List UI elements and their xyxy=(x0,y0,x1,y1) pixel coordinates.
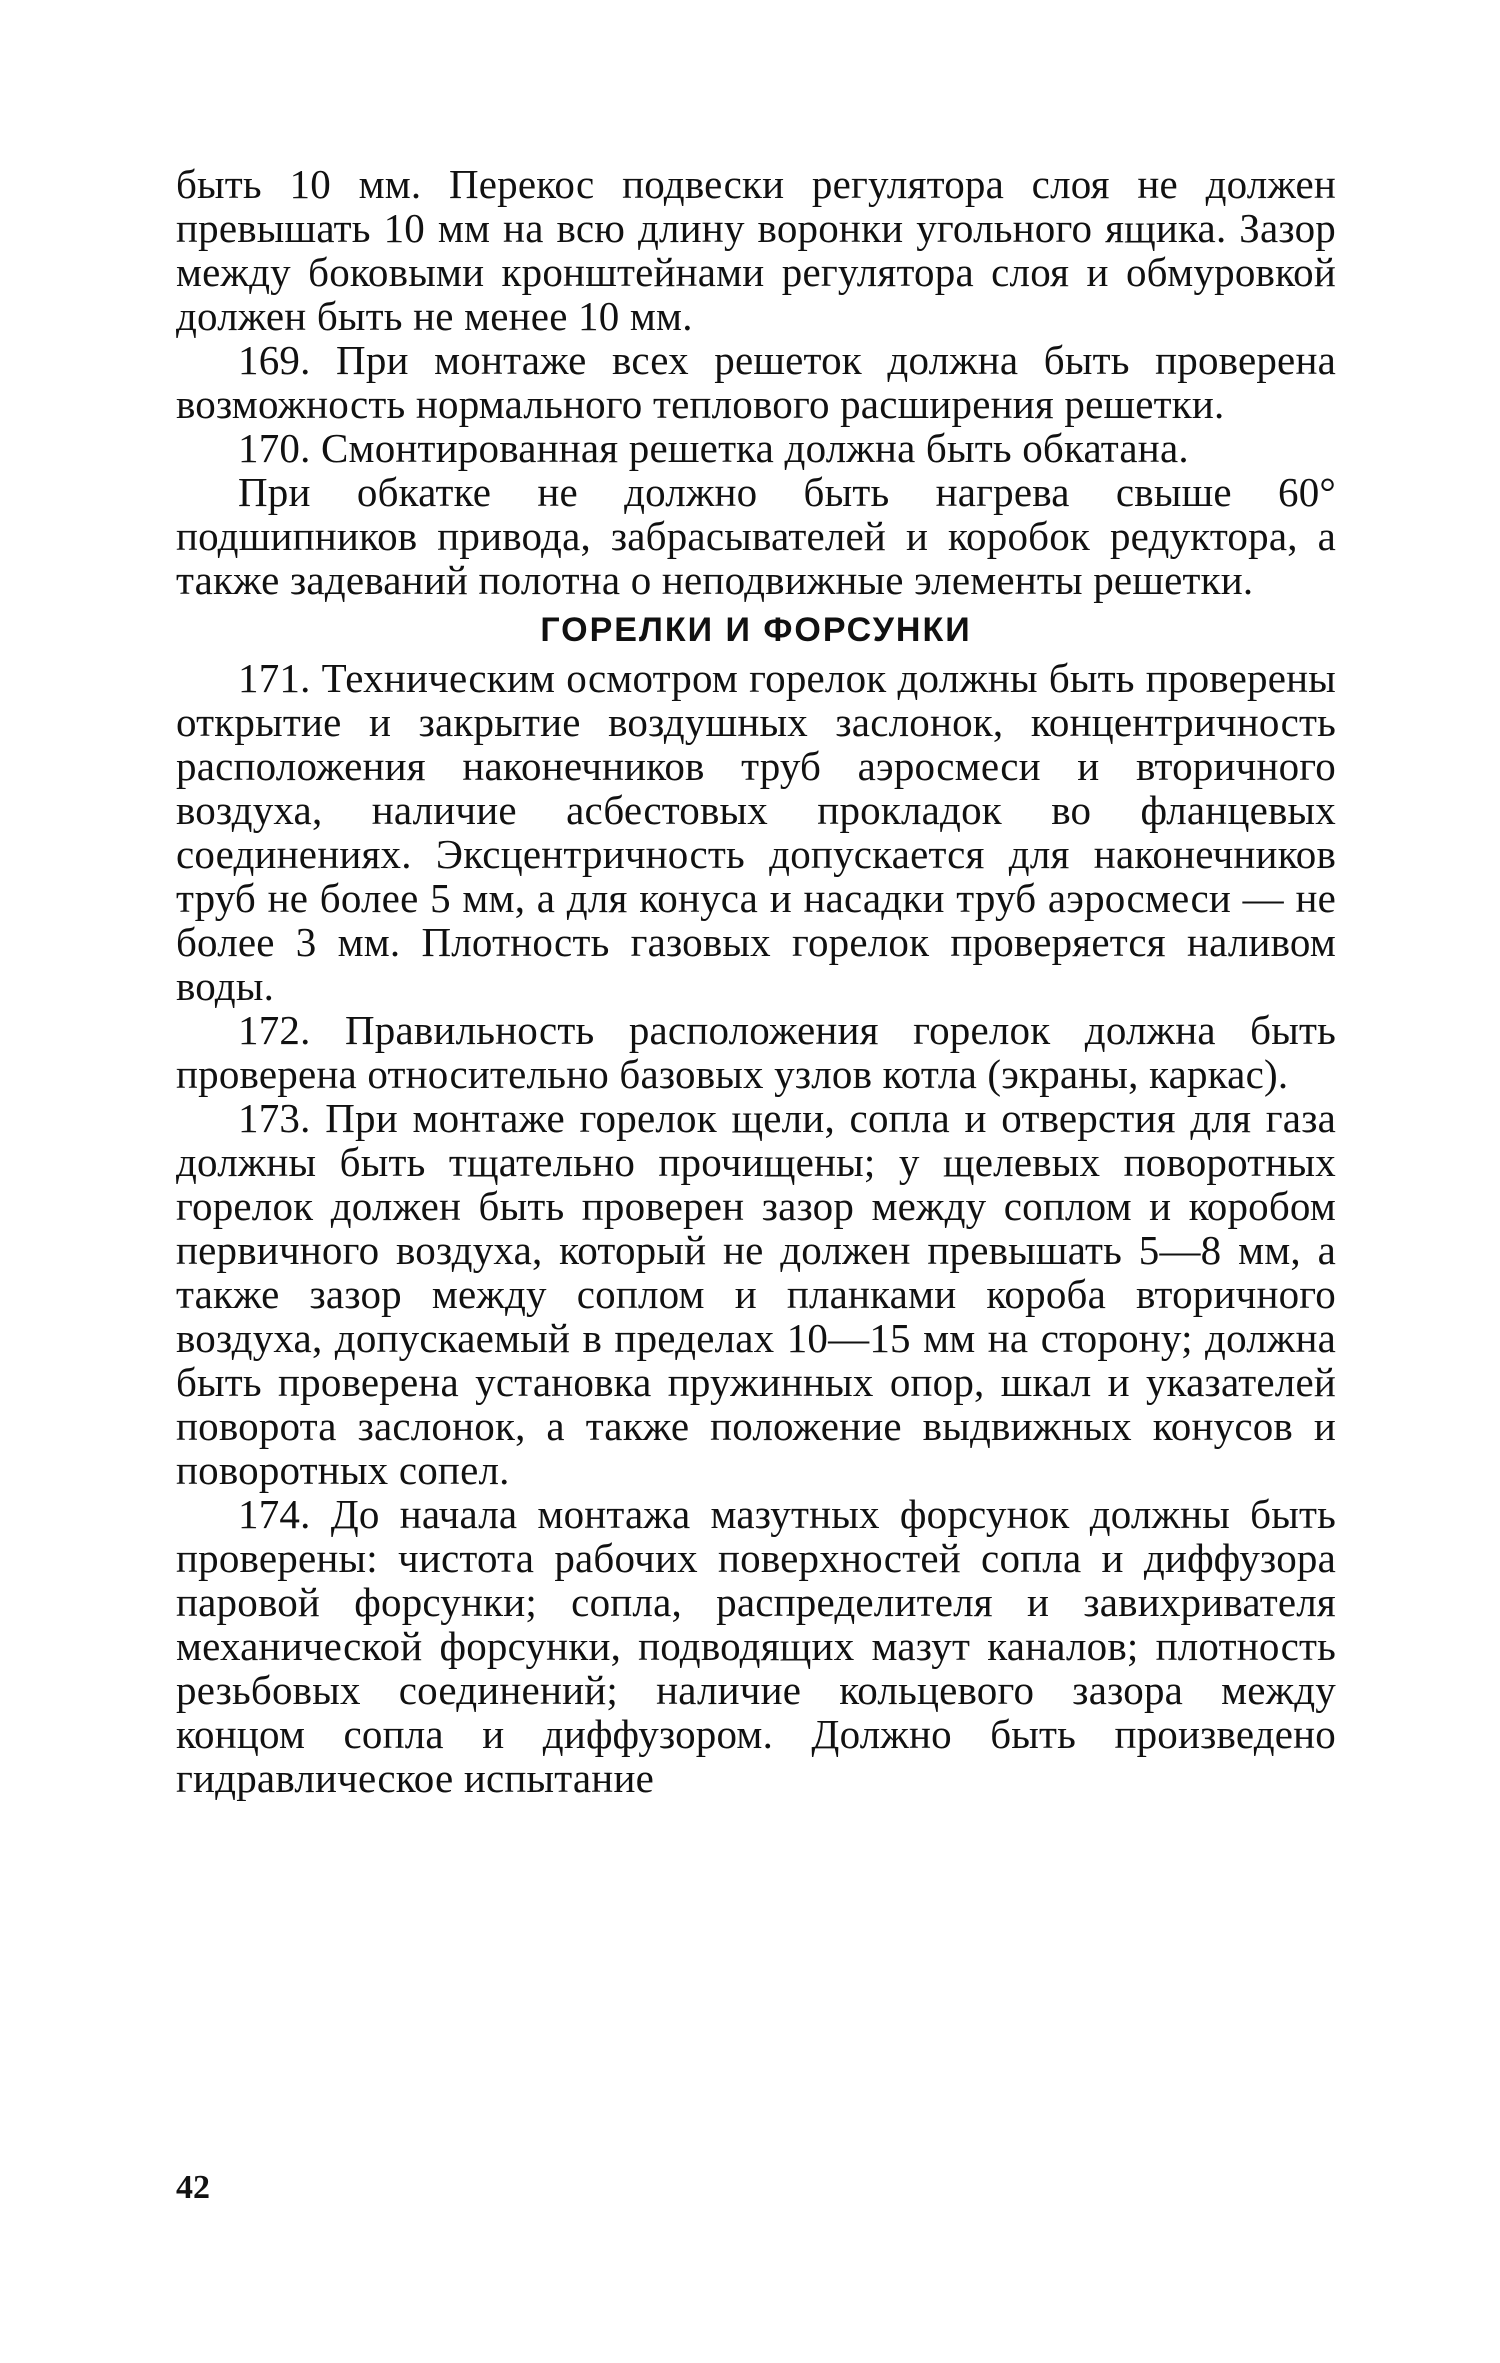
paragraph-item-172: 172. Правильность расположения горелок должна быть проверена относительно базовых узлов котла (экраны, каркас). xyxy=(176,1007,1336,1097)
paragraph-item-174: 174. До начала монтажа мазутных форсунок должны быть проверены: чистота рабочих поверхностей сопла и диффузора паровой форсунки; сопла, распределителя и завихривателя механической форсунки, подводящих мазут каналов; плотность резьбовых соединений; наличие кольцевого зазора между концом сопла и диффузором. Должно быть произведено гидравлическое испытание xyxy=(176,1491,1336,1801)
paragraph-item-169: 169. При монтаже всех решеток должна быть проверена возможность нормального теплового расширения решетки. xyxy=(176,337,1336,427)
paragraph-continuation: быть 10 мм. Перекос подвески регулятора слоя не должен превышать 10 мм на всю длину воронки угольного ящика. Зазор между боковыми кронштейнами регулятора слоя и обмуровкой должен быть не менее 10 мм. xyxy=(176,161,1336,339)
body-text xyxy=(176,162,1336,1800)
paragraph-item-170-note: При обкатке не должно быть нагрева свыше 60° подшипников привода, забрасывателей и коробок редуктора, а также задеваний полотна о неподвижные элементы решетки. xyxy=(176,469,1336,603)
section-heading: ГОРЕЛКИ И ФОРСУНКИ xyxy=(540,611,972,649)
paragraph-item-173: 173. При монтаже горелок щели, сопла и отверстия для газа должны быть тщательно прочищены; у щелевых поворотных горелок должен быть проверен зазор между соплом и коробом первичного воздуха, который не должен превышать 5—8 мм, а также зазор между соплом и планками короба вторичного воздуха, допускаемый в пределах 10—15 мм на сторону; должна быть проверена установка пружинных опор, шкал и указателей поворота заслонок, а также положение выдвижных конусов и поворотных сопел. xyxy=(176,1095,1336,1493)
paragraph-item-170: 170. Смонтированная решетка должна быть обкатана. xyxy=(238,425,1189,471)
paragraph-item-171: 171. Техническим осмотром горелок должны быть проверены открытие и закрытие воздушных заслонок, концентричность расположения наконечников труб аэросмеси и вторичного воздуха, наличие асбестовых прокладок во фланцевых соединениях. Эксцентричность допускается для наконечников труб не более 5 мм, а для конуса и насадки труб аэросмеси — не более 3 мм. Плотность газовых горелок проверяется наливом воды. xyxy=(176,655,1336,1009)
page-number: 42 xyxy=(176,2169,210,2206)
